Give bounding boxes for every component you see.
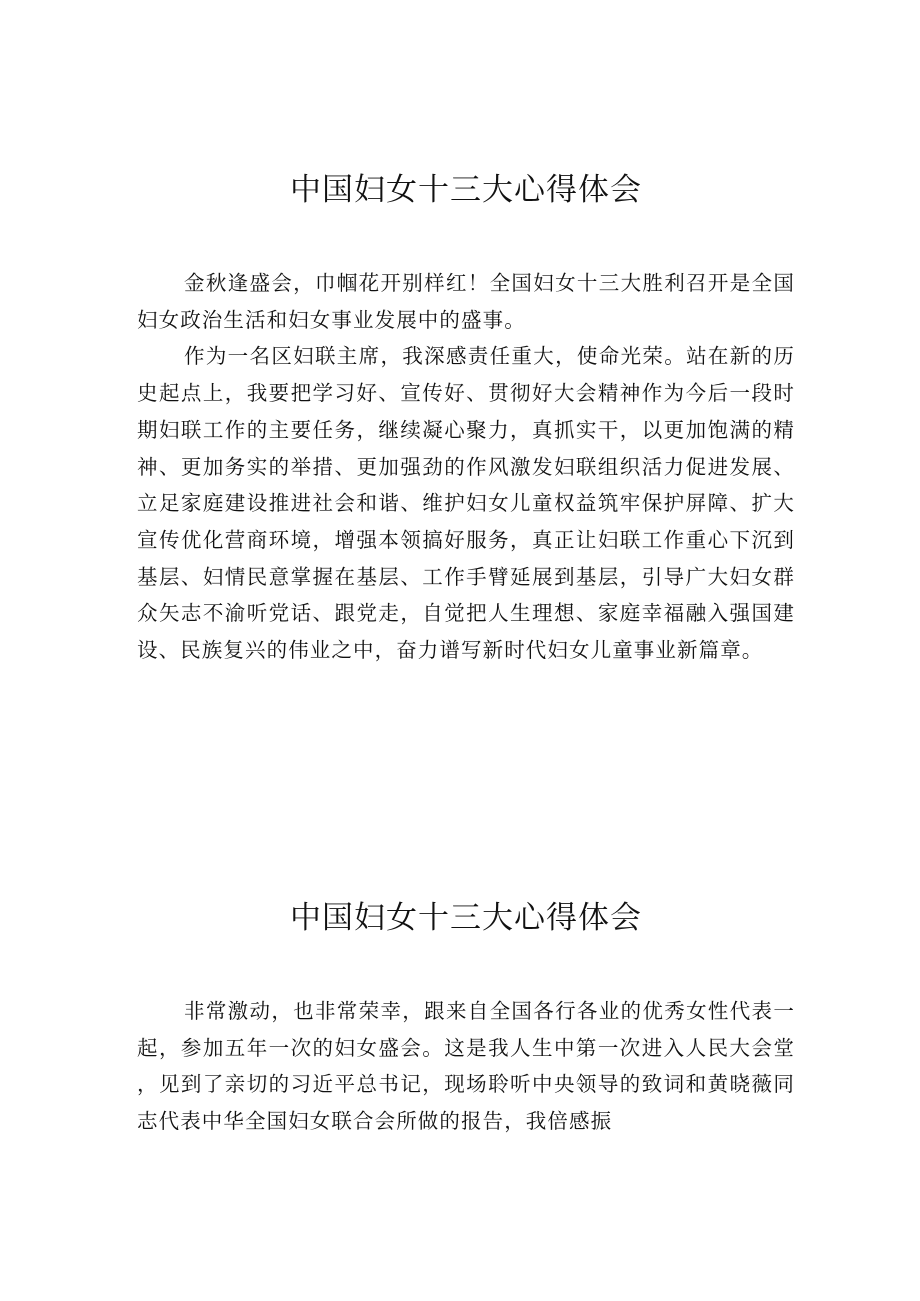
article-1-paragraph-1: 金秋逢盛会，巾帼花开别样红！全国妇女十三大胜利召开是全国妇女政治生活和妇女事业发展中的盛事。: [137, 271, 795, 332]
article-2-paragraph-1: 非常激动，也非常荣幸，跟来自全国各行各业的优秀女性代表一起，参加五年一次的妇女盛会。这是我人生中第一次进入人民大会堂，见到了亲切的习近平总书记，现场聆听中央领导的致词和黄晓薇同志代表中华全国妇女联合会所做的报告，我倍感振: [137, 999, 795, 1134]
article-2: [137, 896, 795, 1140]
article-2-title: 中国妇女十三大心得体会: [290, 900, 642, 936]
article-1: [137, 168, 795, 669]
article-1-body: [137, 265, 795, 669]
article-1-title: 中国妇女十三大心得体会: [290, 172, 642, 208]
article-1-paragraph-2: 作为一名区妇联主席，我深感责任重大，使命光荣。站在新的历史起点上，我要把学习好、宣传好、贯彻好大会精神作为今后一段时期妇联工作的主要任务，继续凝心聚力，真抓实干，以更加饱满的精神、更加务实的举措、更加强劲的作风激发妇联组织活力促进发展、立足家庭建设推进社会和谐、维护妇女儿童权益筑牢保护屏障、扩大宣传优化营商环境，增强本领搞好服务，真正让妇联工作重心下沉到基层、妇情民意掌握在基层、工作手臂延展到基层，引导广大妇女群众矢志不渝听党话、跟党走，自觉把人生理想、家庭幸福融入强国建设、民族复兴的伟业之中，奋力谱写新时代妇女儿童事业新篇章。: [137, 344, 795, 663]
article-2-body: [137, 993, 795, 1140]
